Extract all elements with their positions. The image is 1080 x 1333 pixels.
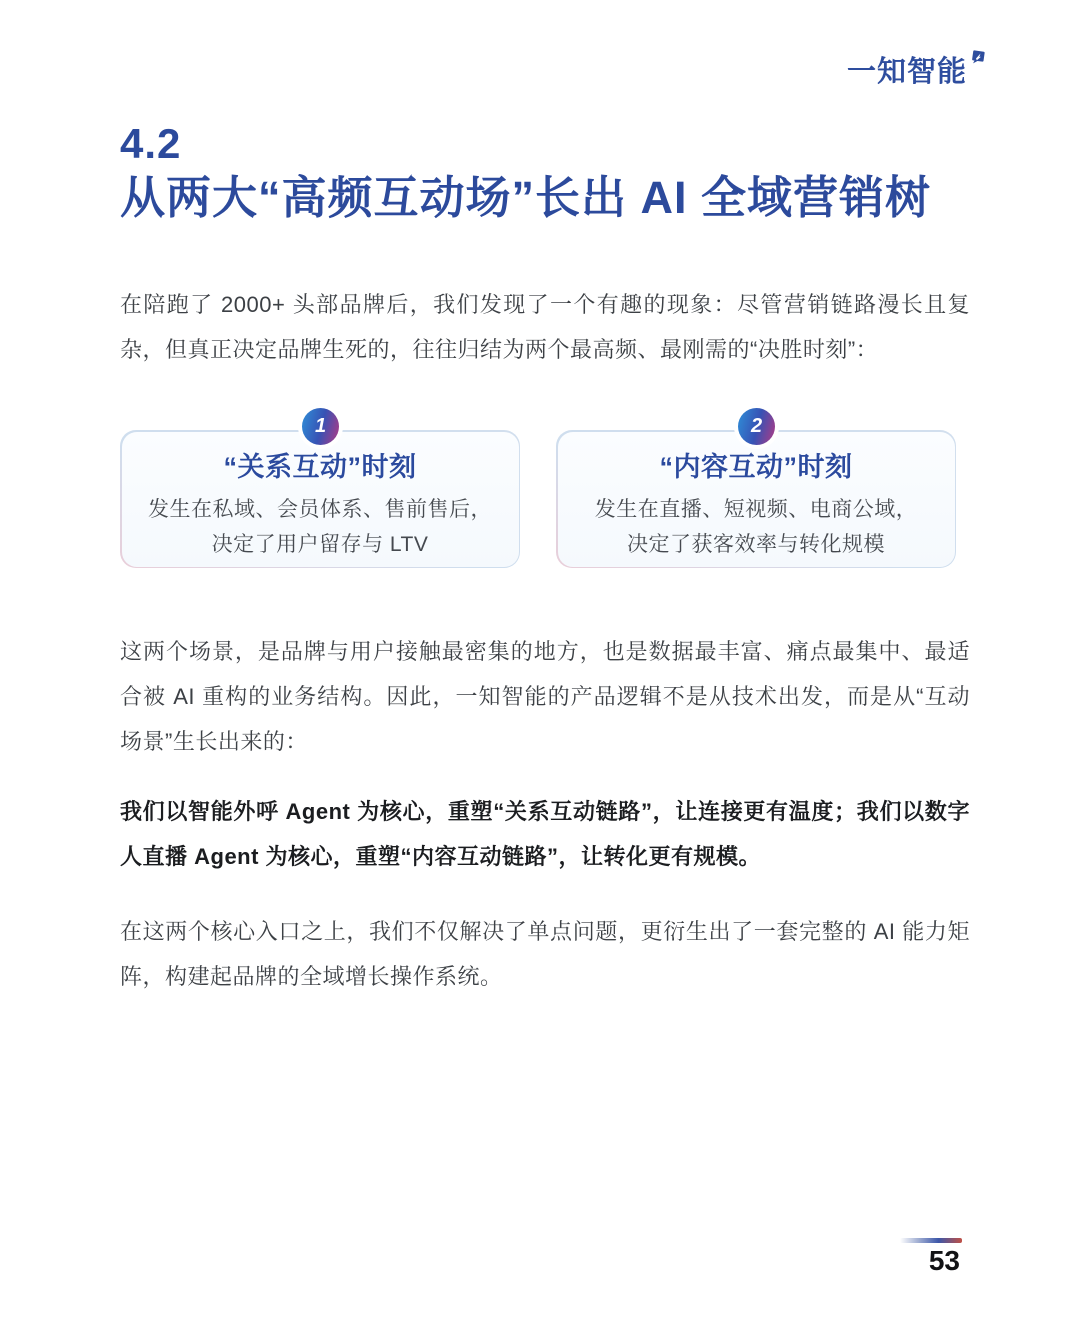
analysis-paragraph: 这两个场景，是品牌与用户接触最密集的地方，也是数据最丰富、痛点最集中、最适合被 AI 重构的业务结构。因此，一知智能的产品逻辑不是从技术出发，而是从“互动场景”生长出来的： [120,639,970,754]
logo-chat-badge-icon [970,50,985,70]
main-content [0,118,1080,999]
card-description-line: 发生在私域、会员体系、售前售后， [148,497,492,521]
section-heading [120,118,970,226]
intro-paragraph: 在陪跑了 2000+ 头部品牌后，我们发现了一个有趣的现象：尽管营销链路漫长且复杂，但真正决定品牌生死的，往往归结为两个最高频、最刚需的“决胜时刻”： [120,292,970,362]
brand-logo-text: 一知智能 [846,56,967,88]
card-body [122,432,519,567]
brand-logo [847,58,985,87]
card-title: “内容互动”时刻 [659,451,853,482]
page-header [847,58,985,87]
card-description-line: 决定了用户留存与 LTV [211,532,429,556]
footer-accent-rule [900,1238,962,1243]
closing-paragraph: 在这两个核心入口之上，我们不仅解决了单点问题，更衍生出了一套完整的 AI 能力矩阵，构建起品牌的全域增长操作系统。 [120,919,970,989]
card-description-line: 决定了获客效率与转化规模 [627,532,885,556]
page-number: 53 [928,1245,960,1276]
card-body [558,432,955,567]
card-description-line: 发生在直播、短视频、电商公域， [594,497,918,521]
card-number-badge: 2 [738,408,775,445]
card-relationship-moment [120,415,520,568]
page-footer [900,1238,962,1277]
emphasis-paragraph: 我们以智能外呼 Agent 为核心，重塑“关系互动链路”，让连接更有温度；我们以数字人直播 Agent 为核心，重塑“内容互动链路”，让转化更有规模。 [120,799,970,869]
section-title: 从两大“高频互动场”长出 AI 全域营销树 [120,172,932,223]
section-number: 4.2 [120,120,182,167]
card-number-badge: 1 [302,408,339,445]
card-title: “关系互动”时刻 [223,451,417,482]
card-content-moment [556,415,956,568]
moment-cards-row [120,408,970,568]
